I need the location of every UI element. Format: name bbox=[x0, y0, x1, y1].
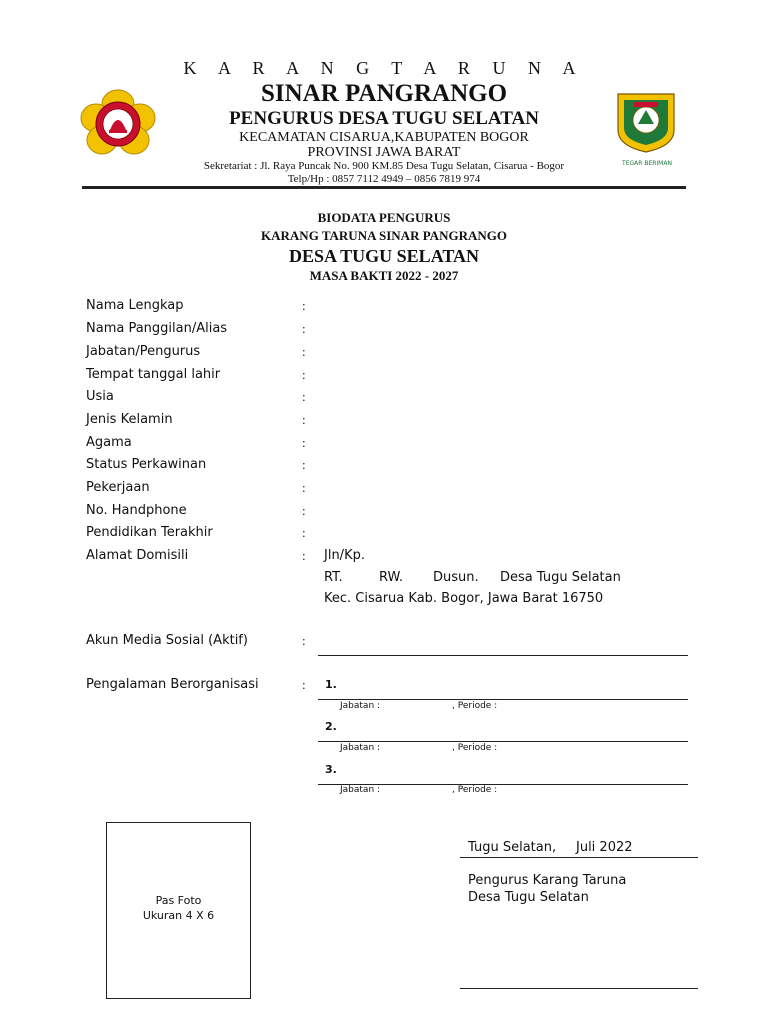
signature-title-line1: Pengurus Karang Taruna bbox=[468, 873, 627, 888]
field-colon: : bbox=[302, 435, 306, 450]
field-label: No. Handphone bbox=[86, 503, 187, 518]
field-label: Agama bbox=[86, 435, 132, 450]
address-line1: Jln/Kp. bbox=[324, 548, 365, 563]
org-district: KECAMATAN CISARUA,KABUPATEN BOGOR bbox=[239, 130, 529, 145]
field-colon: : bbox=[302, 367, 306, 382]
signature-line bbox=[460, 988, 698, 989]
experience-jabatan: Jabatan : bbox=[340, 701, 381, 711]
social-media-line bbox=[318, 655, 688, 656]
experience-line bbox=[318, 699, 688, 700]
photo-size: Ukuran 4 X 6 bbox=[142, 909, 215, 922]
phone-numbers: Telp/Hp : 0857 7112 4949 – 0856 7819 974 bbox=[287, 173, 481, 185]
field-label: Pendidikan Terakhir bbox=[86, 525, 213, 540]
secretariat-address: Sekretariat : Jl. Raya Puncak No. 900 KM.85 Desa Tugu Selatan, Cisarua - Bogor bbox=[203, 160, 565, 172]
photo-box bbox=[106, 822, 251, 999]
experience-label: Pengalaman Berorganisasi bbox=[86, 677, 259, 692]
address-dusun: Dusun. bbox=[433, 570, 479, 585]
field-colon: : bbox=[302, 389, 306, 404]
address-rt: RT. bbox=[324, 570, 343, 585]
field-label: Nama Panggilan/Alias bbox=[86, 321, 228, 336]
signature-place: Tugu Selatan, bbox=[468, 840, 557, 855]
field-colon: : bbox=[302, 298, 306, 313]
doc-title-line4: MASA BAKTI 2022 - 2027 bbox=[309, 268, 459, 283]
experience-periode: , Periode : bbox=[452, 743, 498, 753]
field-colon: : bbox=[302, 503, 306, 518]
experience-line bbox=[318, 741, 688, 742]
signature-date: Juli 2022 bbox=[576, 840, 633, 855]
address-desa: Desa Tugu Selatan bbox=[500, 570, 621, 585]
experience-number: 2. bbox=[325, 720, 337, 733]
field-label: Jabatan/Pengurus bbox=[86, 344, 201, 359]
org-province: PROVINSI JAWA BARAT bbox=[307, 145, 461, 160]
field-colon: : bbox=[302, 412, 306, 427]
right-logo-caption: TEGAR BERIMAN bbox=[622, 160, 672, 167]
letterhead-divider bbox=[82, 186, 686, 189]
field-label: Jenis Kelamin bbox=[86, 412, 173, 427]
doc-title-line1: BIODATA PENGURUS bbox=[317, 210, 451, 225]
field-label: Status Perkawinan bbox=[86, 457, 207, 472]
address-line3: Kec. Cisarua Kab. Bogor, Jawa Barat 16750 bbox=[324, 591, 604, 606]
address-rw: RW. bbox=[379, 570, 404, 585]
field-colon: : bbox=[302, 633, 306, 648]
experience-number: 3. bbox=[325, 763, 337, 776]
field-colon: : bbox=[302, 480, 306, 495]
experience-number: 1. bbox=[325, 678, 337, 691]
field-colon: : bbox=[302, 344, 306, 359]
experience-periode: , Periode : bbox=[452, 785, 498, 795]
field-label: Alamat Domisili bbox=[86, 548, 189, 563]
photo-label: Pas Foto bbox=[155, 894, 202, 907]
org-name: SINAR PANGRANGO bbox=[260, 80, 508, 107]
field-label: Nama Lengkap bbox=[86, 298, 184, 313]
field-label: Pekerjaan bbox=[86, 480, 150, 495]
field-label: Tempat tanggal lahir bbox=[86, 367, 221, 382]
signature-date-line bbox=[460, 857, 698, 858]
experience-jabatan: Jabatan : bbox=[340, 785, 381, 795]
experience-jabatan: Jabatan : bbox=[340, 743, 381, 753]
org-unit: PENGURUS DESA TUGU SELATAN bbox=[229, 108, 539, 129]
org-type: K A R A N G T A R U N A bbox=[183, 58, 585, 78]
doc-title-line3: DESA TUGU SELATAN bbox=[288, 246, 480, 266]
field-colon: : bbox=[302, 525, 306, 540]
field-label: Usia bbox=[86, 389, 114, 404]
field-colon: : bbox=[302, 321, 306, 336]
field-colon: : bbox=[302, 548, 306, 563]
field-colon: : bbox=[302, 457, 306, 472]
signature-title-line2: Desa Tugu Selatan bbox=[468, 890, 589, 905]
doc-title-line2: KARANG TARUNA SINAR PANGRANGO bbox=[261, 228, 507, 243]
experience-periode: , Periode : bbox=[452, 701, 498, 711]
social-media-label: Akun Media Sosial (Aktif) bbox=[86, 633, 248, 648]
field-colon: : bbox=[302, 677, 306, 692]
